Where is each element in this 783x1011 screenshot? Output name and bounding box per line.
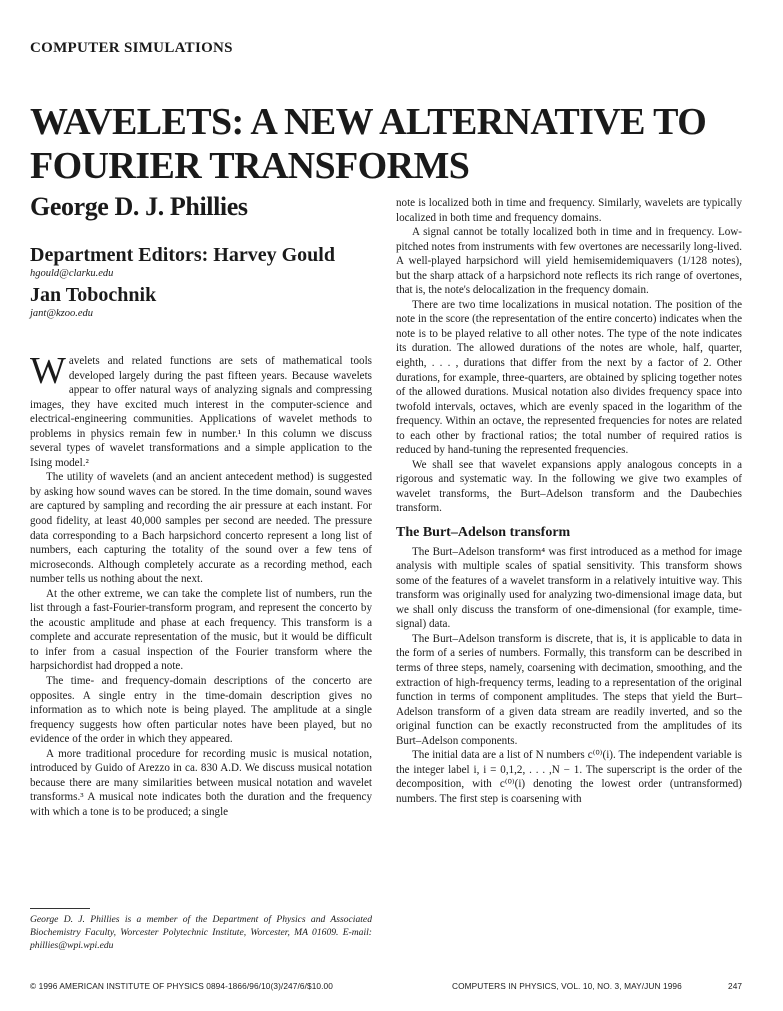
- drop-cap: W: [30, 350, 66, 392]
- author-name: George D. J. Phillies: [30, 192, 248, 221]
- editor2-email: jant@kzoo.edu: [30, 308, 94, 319]
- section-label: COMPUTER SIMULATIONS: [30, 40, 233, 56]
- paragraph: The Burt–Adelson transform⁴ was first introduced as a method for image analysis with multiple scales of spatial sensitivity. This transform shows some of the features of a wavelet transform in a relatively intuitive way. This transform was originally used for analyzing two-dimensional image data, but we shall only discuss the transform of one-dimensional (for example, time-signal) data.: [396, 545, 742, 631]
- paragraph: The utility of wavelets (and an ancient antecedent method) is suggested by asking how sound waves can be stored. In the time domain, sound waves are captured by sampling and recording the air pressure at each instant. For good fidelity, at least 40,000 samples per second are needed. The pressure data corresponding to a Bach harpsichord concerto represent a long list of numbers, each capturing the totality of the sound over a few tens of microseconds. Although completely accurate as a recording method, each number tells us nothing about the next.: [30, 471, 372, 586]
- paragraph: The time- and frequency-domain descriptions of the concerto are opposites. A single entry in the time-domain description gives no information as to which note is being played. The amplitude at a single frequency suggests how often particular notes have been played, but no evidence of the order in which they appeared.: [30, 675, 372, 746]
- footnote-divider: [30, 908, 90, 909]
- editors-label: [30, 244, 335, 267]
- copyright-footer: © 1996 AMERICAN INSTITUTE OF PHYSICS 0894-1866/96/10(3)/247/6/$10.00: [30, 981, 333, 991]
- paragraph: A more traditional procedure for recording music is musical notation, introduced by Guido of Arezzo in ca. 830 A.D. We discuss musical notation because there are many similarities between musical notation and wavelet transforms.³ A musical note indicates both the duration and the frequency with which a tone is to be produced; a single: [30, 747, 372, 818]
- page-number: 247: [728, 981, 743, 991]
- paragraph: note is localized both in time and frequency. Similarly, wavelets are typically localized in both time and frequency domains.: [396, 197, 742, 224]
- editor1-email: hgould@clarku.edu: [30, 268, 114, 279]
- article-title: WAVELETS: A NEW ALTERNATIVE TO FOURIER TRANSFORMS: [30, 101, 707, 187]
- paragraph: The initial data are a list of N numbers c⁽⁰⁾(i). The independent variable is the integer label i, i = 0,1,2, . . . ,N − 1. The superscript is the order of the decomposition, with c⁽⁰⁾(i) denoting the lowest order (untransformed) numbers. The first step is coarsening with: [396, 749, 742, 805]
- paragraph: We shall see that wavelet expansions apply analogous concepts in a rigorous and systematic way. In the following we give two examples of wavelet transforms, the Burt–Adelson transform and the Daubechies transform.: [396, 458, 742, 515]
- editor2-name: Jan Tobochnik: [30, 284, 157, 306]
- paragraph: There are two time localizations in musical notation. The position of the note in the score (the representation of the entire concerto) indicates when the note is to be played relative to all other notes. The type of the note indicates its duration. The allowed durations of the notes are whole, half, quarter, eighth, . . . , durations that differ from the next by a factor of 2. Other durations, for example, three-quarters, are obtained by splicing together notes of the allowed durations. Musical notation also divides frequency space into twofold intervals, octaves, which are evenly spaced in the logarithm of the frequency. Within an octave, the represented frequencies for notes are related to each other by fractional ratios; the total number of required ratios is reduced by hand-tuning the represented frequencies.: [396, 298, 742, 457]
- paragraph-text: avelets and related functions are sets of mathematical tools developed largely during the past fifteen years. Because wavelets appear to offer natural ways of analyzing signals and compressing images, they have excited much interest in the computer-science and electrical-engineering communities. Applications of wavelet methods to problems in physics remain few in number.¹ In this column we discuss several types of wavelet transformations and a simple application to the Ising model.²: [30, 355, 372, 469]
- author-footnote: George D. J. Phillies is a member of the Department of Physics and Associated Biochemistry Faculty, Worcester Polytechnic Institute, Worcester, MA 01609. E-mail: phillies@wpi.wpi.edu: [30, 914, 372, 951]
- section-heading: The Burt–Adelson transform: [396, 525, 571, 541]
- paragraph: At the other extreme, we can take the complete list of numbers, run the list through a fast-Fourier-transform program, and represent the concerto by the acoustic amplitude and phase at each frequency. This transform is a complete and accurate representation of the music, but it would be difficult to infer from a casual inspection of the Fourier transform where the harpsichordist had dropped a note.: [30, 587, 372, 673]
- left-column: [30, 350, 372, 820]
- editors-label-text: Department Editors: Harvey Gould: [30, 244, 335, 266]
- right-column: [396, 196, 742, 806]
- paragraph: [30, 350, 372, 470]
- paragraph: The Burt–Adelson transform is discrete, that is, it is applicable to data in the form of a series of numbers. Formally, this transform can be described in terms of three steps, namely, coarsening with decimation, smoothing, and the extraction of high-frequency terms, leading to a representation of the original function in terms of component amplitudes. The steps that yield the Burt–Adelson transform of a given data stream are readily inverted, and so the original function can be exactly reconstructed from the amplitudes of its Burt–Adelson components.: [396, 632, 742, 747]
- paragraph: A signal cannot be totally localized both in time and in frequency. Low-pitched notes from instruments with few overtones are necessarily long-lived. A well-played harpsichord will yield hemisemidemiquavers (1/128 notes), but the sharp attack of a harpsichord note reflects its rich range of overtones, that is, the note's delocalization in the frequency domain.: [396, 226, 742, 297]
- journal-footer: COMPUTERS IN PHYSICS, VOL. 10, NO. 3, MAY/JUN 1996: [452, 981, 682, 991]
